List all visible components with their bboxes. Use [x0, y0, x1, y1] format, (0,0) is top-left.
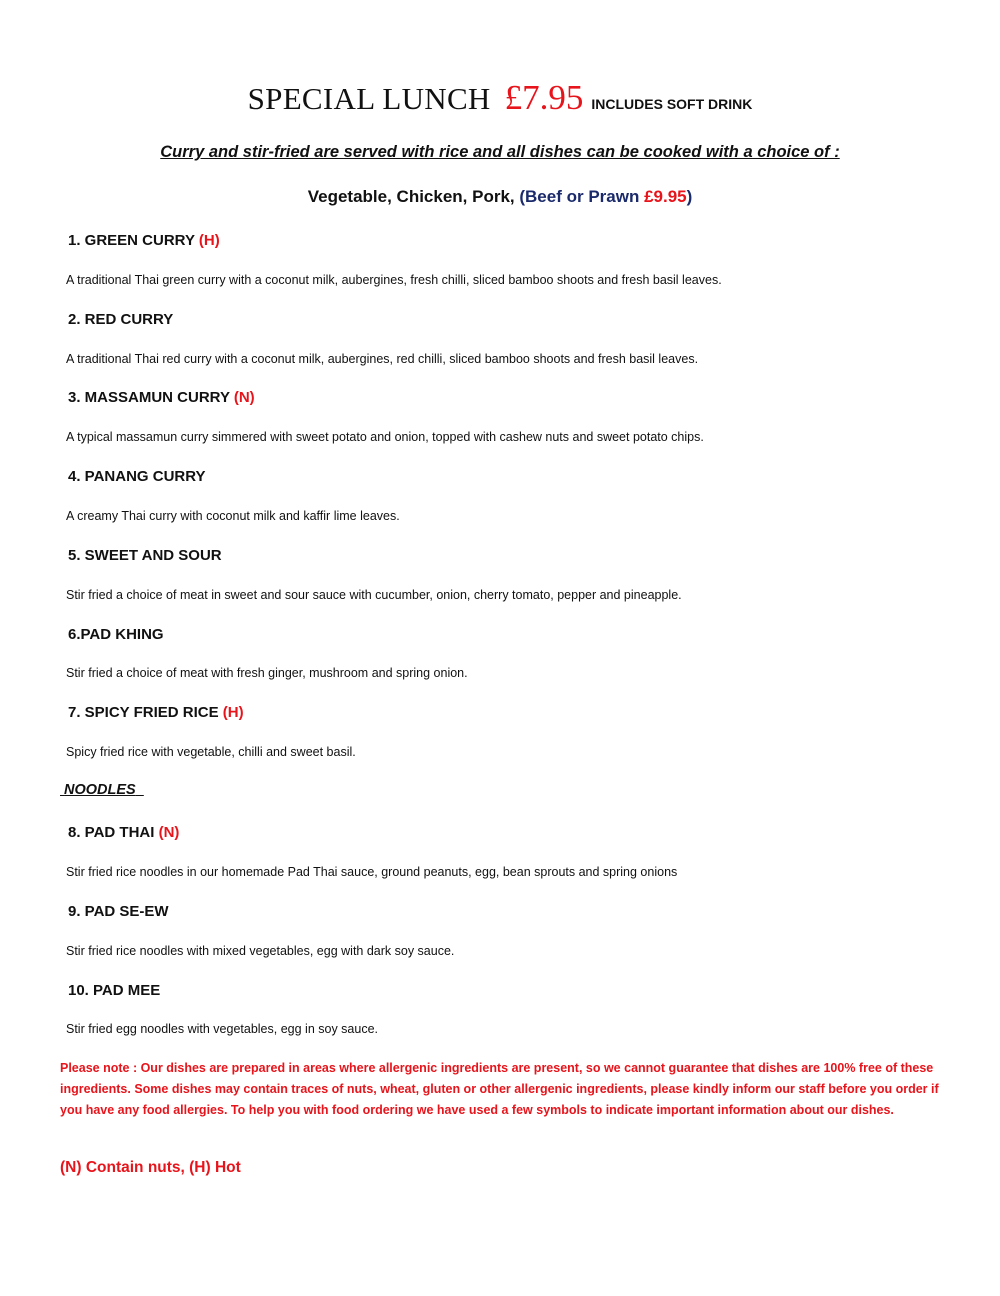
dish-description: Stir fried a choice of meat with fresh ginger, mushroom and spring onion.	[66, 666, 468, 680]
dish-title: 1. GREEN CURRY (H)	[68, 232, 220, 249]
dish-title: 9. PAD SE-EW	[68, 903, 169, 920]
menu-title-text: SPECIAL LUNCH	[247, 81, 491, 116]
dish-description: A traditional Thai red curry with a coconut milk, aubergines, red chilli, sliced bamboo shoots and fresh basil leaves.	[66, 352, 699, 366]
symbol-legend: (N) Contain nuts, (H) Hot	[60, 1159, 241, 1176]
dish-description: Stir fried rice noodles in our homemade Pad Thai sauce, ground peanuts, egg, bean sprouts and spring onions	[66, 865, 678, 879]
section-heading-noodles: NOODLES	[64, 782, 136, 798]
dish-description: A traditional Thai green curry with a coconut milk, aubergines, fresh chilli, sliced bamboo shoots and fresh basil leaves.	[66, 273, 722, 287]
hot-tag: (H)	[222, 704, 244, 721]
dish-title: 10. PAD MEE	[68, 982, 161, 999]
intro-text: Curry and stir-fried are served with rice and all dishes can be cooked with a choice of :	[160, 143, 840, 161]
standard-choices: Vegetable, Chicken, Pork,	[307, 187, 520, 206]
dish-description: Stir fried a choice of meat in sweet and sour sauce with cucumber, onion, cherry tomato, pepper and pineapple.	[66, 588, 682, 602]
dish-description: Stir fried rice noodles with mixed vegetables, egg with dark soy sauce.	[66, 944, 455, 958]
dish-description: A creamy Thai curry with coconut milk and kaffir lime leaves.	[66, 509, 400, 523]
lunch-price: £7.95	[504, 78, 584, 117]
allergen-note: Please note : Our dishes are prepared in areas where allergenic ingredients are present, so we cannot guarantee that dishes are 100% free of these ingredients. Some dishes may contain traces of nuts, wheat, gluten or other allergenic ingredients, please kindly inform our staff before you order if you have any food allergies. To help you with food ordering we have used a few symbols to indicate important information about our dishes.	[60, 1061, 939, 1117]
meat-choices	[0, 187, 1000, 207]
premium-open: (Beef or Prawn	[519, 187, 645, 206]
hot-tag: (H)	[198, 232, 220, 249]
dish-title: 5. SWEET AND SOUR	[68, 547, 222, 564]
dish-title: 4. PANANG CURRY	[68, 468, 206, 485]
menu-title	[0, 78, 1000, 118]
dish-title: 2. RED CURRY	[68, 311, 174, 328]
dish-title: 3. MASSAMUN CURRY (N)	[68, 389, 255, 406]
includes-note: INCLUDES SOFT DRINK	[591, 96, 753, 112]
dish-description: Spicy fried rice with vegetable, chilli and sweet basil.	[66, 745, 356, 759]
premium-price: £9.95	[644, 187, 687, 206]
premium-close: )	[686, 187, 693, 206]
dish-title: 8. PAD THAI (N)	[68, 824, 180, 841]
dish-description: A typical massamun curry simmered with sweet potato and onion, topped with cashew nuts and sweet potato chips.	[66, 430, 704, 444]
dish-title: 6.PAD KHING	[68, 626, 164, 643]
nuts-tag: (N)	[158, 824, 180, 841]
dish-title: 7. SPICY FRIED RICE (H)	[68, 704, 244, 721]
dish-description: Stir fried egg noodles with vegetables, egg in soy sauce.	[66, 1022, 378, 1036]
nuts-tag: (N)	[233, 389, 255, 406]
